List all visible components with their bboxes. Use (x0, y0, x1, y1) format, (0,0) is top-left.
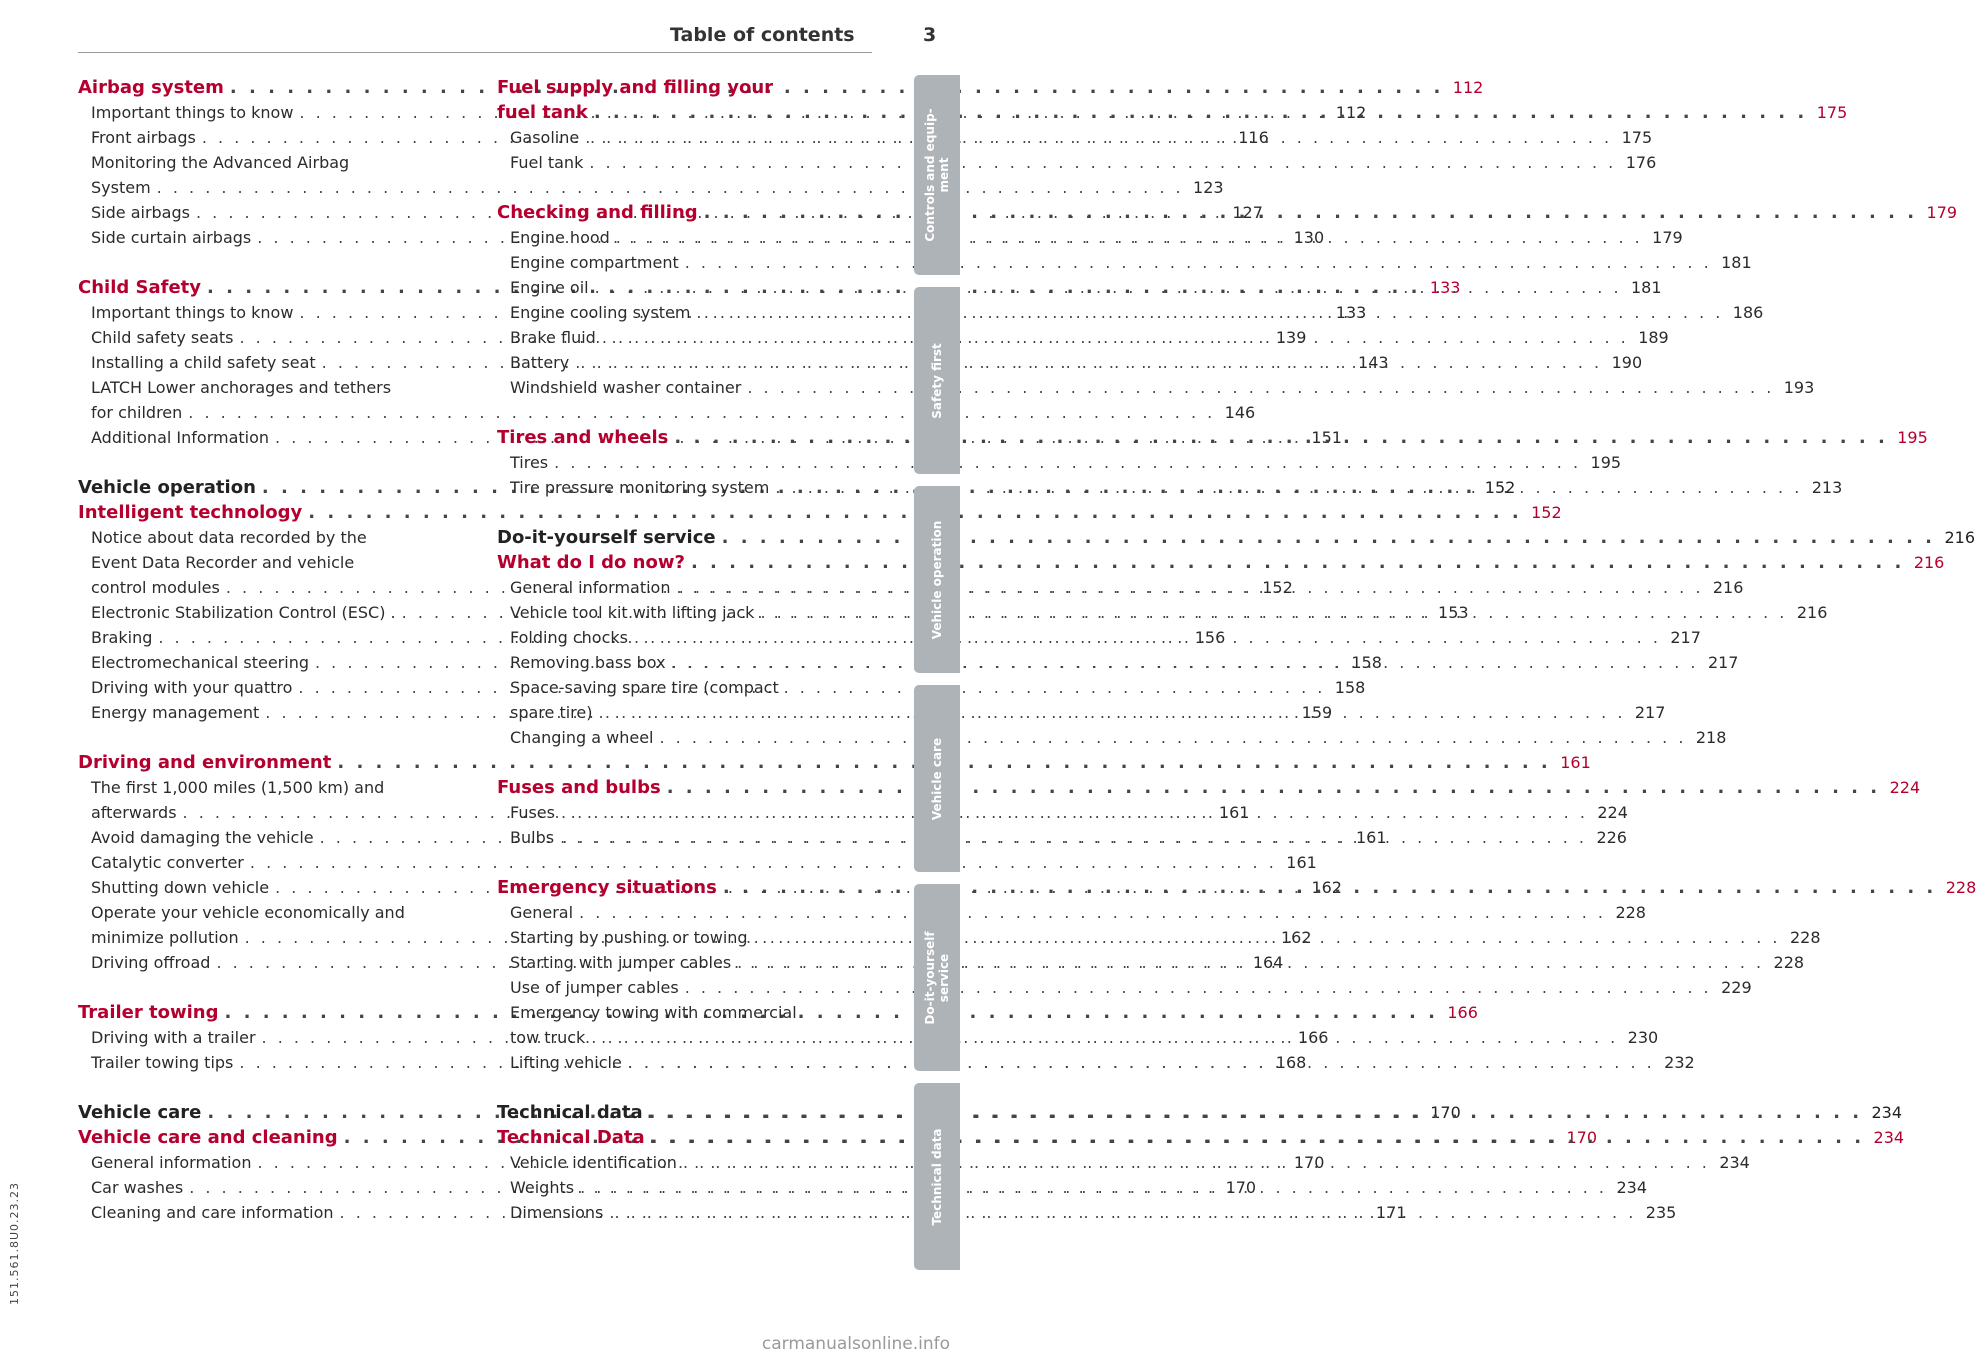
toc-page-number: 168 (1275, 1053, 1307, 1072)
dot-leader (676, 575, 1703, 600)
toc-entry-title: Folding chocks (510, 628, 628, 647)
toc-entry[interactable] (78, 900, 452, 925)
dot-leader (704, 200, 1917, 225)
toc-entry-title: Side curtain airbags (91, 228, 252, 247)
chapter-tab[interactable] (914, 884, 960, 1071)
toc-entry-title: Operate your vehicle economically and (91, 903, 405, 922)
toc-page-number: 130 (1293, 228, 1325, 247)
toc-entry-title: Car washes (91, 1178, 184, 1197)
toc-page-number: 226 (1596, 828, 1627, 847)
toc-page-number: 175 (1816, 103, 1848, 122)
toc-entry-title: Tires and wheels (497, 427, 669, 448)
chapter-tabs (914, 75, 960, 1282)
toc-entry-title: Intelligent technology (78, 502, 303, 523)
toc-page-number: 190 (1611, 353, 1643, 372)
toc-entry-title: General (510, 903, 574, 922)
toc-entry-title: minimize pollution (91, 928, 239, 947)
toc-entry-title: afterwards (91, 803, 177, 822)
toc-page-number: 228 (1945, 878, 1976, 897)
toc-entry-title: Emergency towing with commercial (510, 1003, 797, 1022)
dot-leader (651, 1125, 1864, 1150)
toc-entry-title: Shutting down vehicle (91, 878, 270, 897)
toc-page-number: 152 (1531, 503, 1562, 522)
toc-entry-title: Child Safety (78, 277, 202, 298)
chapter-tab[interactable] (914, 486, 960, 673)
toc-entry-title: Driving with a trailer (91, 1028, 256, 1047)
toc-page-number: 213 (1811, 478, 1843, 497)
toc-entry-title: Notice about data recorded by the (91, 528, 367, 547)
toc-page-number: 170 (1430, 1103, 1461, 1122)
toc-entry[interactable] (497, 375, 1815, 400)
toc-entry-title: Dimensions (510, 1203, 604, 1222)
dot-leader (674, 425, 1887, 450)
toc-entry[interactable] (78, 775, 452, 800)
toc-entry-title: Vehicle operation (78, 477, 256, 498)
toc-entry-title: Bulbs (510, 828, 555, 847)
toc-page-number: 161 (1218, 803, 1250, 822)
toc-entry-title: Use of jumper cables (510, 978, 679, 997)
toc-page-number: 230 (1627, 1028, 1659, 1047)
toc-page-number: 152 (1484, 478, 1516, 497)
toc-entry-title: The first 1,000 miles (1,500 km) and (91, 778, 385, 797)
toc-entry[interactable] (497, 150, 1657, 175)
toc-heading[interactable] (497, 550, 1945, 575)
dot-leader (683, 1150, 1710, 1175)
toc-page-number: 112 (1452, 78, 1484, 97)
dot-leader (580, 1175, 1607, 1200)
header-divider (78, 52, 872, 53)
chapter-tab[interactable] (914, 1083, 960, 1270)
toc-entry-title: Engine cooling system (510, 303, 691, 322)
toc-entry[interactable] (78, 550, 452, 575)
toc-entry[interactable] (78, 150, 452, 175)
document-code: 151.561.8U0.23.23 (8, 1181, 21, 1305)
toc-entry-title: Technical data (497, 1102, 643, 1123)
toc-entry-title: Side airbags (91, 203, 190, 222)
toc-page-number: 179 (1652, 228, 1683, 247)
toc-entry-title: Front airbags (91, 128, 196, 147)
toc-entry-title: Changing a wheel (510, 728, 654, 747)
toc-page-number: 216 (1796, 603, 1828, 622)
toc-entry-title: Tires (510, 453, 549, 472)
toc-entry-title: Fuel supply and filling your (497, 77, 774, 98)
toc-page-number: 162 (1280, 928, 1312, 947)
toc-entry-title: General information (91, 1153, 252, 1172)
chapter-tab-label: Controls and equip- ment (923, 108, 951, 242)
toc-page-number: 235 (1645, 1203, 1677, 1222)
dot-leader (685, 975, 1712, 1000)
toc-page-number: 234 (1616, 1178, 1647, 1197)
toc-entry-title: Fuses (510, 803, 555, 822)
toc-entry-title: Cleaning and care information (91, 1203, 334, 1222)
dot-leader (591, 1025, 1618, 1050)
watermark: carmanualsonline.info (761, 1334, 950, 1354)
toc-page-number: 133 (1429, 278, 1461, 297)
dot-leader (575, 350, 1602, 375)
toc-entry-title: fuel tank (497, 102, 588, 123)
toc-entry-title: Driving offroad (91, 953, 211, 972)
toc-entry-title: Trailer towing (78, 1002, 219, 1023)
toc-page-number: 193 (1783, 378, 1815, 397)
chapter-tab[interactable] (914, 685, 960, 872)
toc-page-number: 161 (1560, 753, 1591, 772)
toc-entry-title: Avoid damaging the vehicle (91, 828, 314, 847)
toc-entry-title: Engine hood (510, 228, 610, 247)
toc-entry[interactable] (497, 675, 871, 700)
dot-leader (589, 150, 1616, 175)
toc-entry-title: Installing a child safety seat (91, 353, 316, 372)
page-number: 3 (923, 24, 937, 46)
toc-entry-title: Removing bass box (510, 653, 666, 672)
toc-entry[interactable] (497, 1000, 871, 1025)
toc-page-number: 171 (1375, 1203, 1407, 1222)
toc-entry-title: Vehicle care (78, 1102, 202, 1123)
toc-page-number: 216 (1712, 578, 1744, 597)
toc-page-number: 170 (1293, 1153, 1325, 1172)
toc-page-number: 151 (1311, 428, 1342, 447)
toc-entry-title: Brake fluid (510, 328, 596, 347)
toc-page-number: 186 (1732, 303, 1764, 322)
dot-leader (685, 250, 1712, 275)
toc-heading[interactable] (497, 525, 1976, 550)
toc-entry[interactable] (497, 450, 1622, 475)
toc-page-number: 116 (1238, 128, 1269, 147)
toc-page-number: 170 (1225, 1178, 1257, 1197)
toc-page-number: 175 (1621, 128, 1653, 147)
toc-page-number: 166 (1447, 1003, 1478, 1022)
toc-page-number: 216 (1913, 553, 1945, 572)
dot-leader (672, 650, 1699, 675)
toc-page-number: 123 (1193, 178, 1224, 197)
toc-page-number: 228 (1773, 953, 1805, 972)
toc-entry-title: Vehicle identification (510, 1153, 677, 1172)
toc-entry[interactable] (78, 375, 452, 400)
toc-page-number: 224 (1597, 803, 1628, 822)
dot-leader (667, 775, 1880, 800)
toc-entry-title: Monitoring the Advanced Airbag (91, 153, 350, 172)
dot-leader (609, 1200, 1636, 1225)
toc-page-number: 234 (1871, 1103, 1903, 1122)
toc-entry-title: Catalytic converter (91, 853, 244, 872)
toc-entry-title: Important things to know (91, 103, 294, 122)
toc-entry[interactable] (497, 250, 1752, 275)
toc-entry[interactable] (497, 975, 1752, 1000)
page-header-title: Table of contents (670, 24, 855, 46)
toc-page-number: 181 (1721, 253, 1752, 272)
dot-leader (754, 925, 1781, 950)
dot-leader (634, 625, 1661, 650)
toc-entry-title: for children (91, 403, 183, 422)
dot-leader (722, 525, 1935, 550)
toc-page-number: 229 (1721, 978, 1752, 997)
toc-entry-title: Space-saving spare tire (compact (510, 678, 779, 697)
toc-entry-title: Fuel tank (510, 153, 584, 172)
toc-page-number: 139 (1275, 328, 1307, 347)
toc-heading[interactable] (497, 775, 1921, 800)
toc-entry-title: Additional Information (91, 428, 270, 447)
dot-leader (696, 300, 1723, 325)
toc-page-number: 179 (1926, 203, 1958, 222)
toc-page-number: 164 (1252, 953, 1284, 972)
toc-page-number: 133 (1335, 303, 1367, 322)
toc-entry-title: Important things to know (91, 303, 294, 322)
toc-entry-title: Technical Data (497, 1127, 645, 1148)
toc-entry-title: Fuses and bulbs (497, 777, 661, 798)
toc-page-number: 189 (1638, 328, 1669, 347)
toc-page-number: 127 (1232, 203, 1263, 222)
chapter-tab-label: Vehicle operation (930, 520, 944, 639)
dot-leader (649, 1100, 1862, 1125)
toc-page-number: 224 (1889, 778, 1921, 797)
toc-page-number: 153 (1438, 603, 1469, 622)
toc-entry-title: Driving and environment (78, 752, 332, 773)
toc-entry-title: Windshield washer container (510, 378, 742, 397)
chapter-tab-label: Vehicle care (930, 737, 944, 820)
toc-page-number: 166 (1297, 1028, 1329, 1047)
toc-page-number: 181 (1630, 278, 1662, 297)
toc-entry-title: Trailer towing tips (91, 1053, 234, 1072)
toc-page-number: 161 (1356, 828, 1387, 847)
dot-leader (737, 950, 1764, 975)
toc-entry-title: Braking (91, 628, 153, 647)
dot-leader (585, 125, 1612, 150)
toc-page-number: 228 (1615, 903, 1646, 922)
toc-page-number: 228 (1789, 928, 1821, 947)
toc-heading[interactable] (78, 750, 1591, 775)
toc-entry[interactable] (497, 900, 1646, 925)
toc-page-number: 217 (1707, 653, 1739, 672)
toc-page-number: 234 (1873, 1128, 1905, 1147)
dot-leader (628, 1050, 1655, 1075)
toc-entry-title: Electromechanical steering (91, 653, 309, 672)
toc-entry-title: Vehicle care and cleaning (78, 1127, 338, 1148)
toc-entry-title: Lifting vehicle (510, 1053, 622, 1072)
toc-entry-title: Airbag system (78, 77, 224, 98)
toc-entry[interactable] (78, 850, 1317, 875)
toc-heading[interactable] (497, 75, 871, 100)
dot-leader (602, 325, 1629, 350)
toc-page-number: 158 (1351, 653, 1382, 672)
dot-leader (598, 700, 1625, 725)
toc-entry-title: Do-it-yourself service (497, 527, 716, 548)
dot-leader (747, 375, 1774, 400)
toc-page-number: 218 (1695, 728, 1727, 747)
dot-leader (554, 450, 1581, 475)
toc-page-number: 176 (1625, 153, 1657, 172)
dot-leader (595, 275, 1622, 300)
toc-entry-title: Energy management (91, 703, 260, 722)
toc-page-number: 156 (1194, 628, 1226, 647)
toc-entry-title: Starting with jumper cables (510, 953, 732, 972)
chapter-tab-label: Safety first (930, 342, 944, 419)
toc-entry-title: Electronic Stabilization Control (ESC) . (91, 603, 396, 622)
toc-entry-title: Driving with your quattro (91, 678, 293, 697)
toc-entry[interactable] (78, 175, 1224, 200)
dot-leader (594, 100, 1807, 125)
chapter-tab-label: Technical data (930, 1127, 944, 1226)
toc-page-number: 217 (1670, 628, 1701, 647)
dot-leader (561, 800, 1588, 825)
toc-entry-title: Emergency situations (497, 877, 717, 898)
toc-entry-title: Vehicle tool kit with lifting jack (510, 603, 755, 622)
chapter-tab[interactable] (914, 287, 960, 474)
toc-entry-title: Weights (510, 1178, 575, 1197)
toc-entry-title: Gasoline (510, 128, 580, 147)
toc-entry-title: Child safety seats (91, 328, 234, 347)
toc-entry-title: Engine compartment (510, 253, 679, 272)
dot-leader (560, 825, 1587, 850)
toc-page-number: 217 (1634, 703, 1666, 722)
toc-entry-title: Tire pressure monitoring system (510, 478, 770, 497)
toc-heading[interactable] (78, 500, 1562, 525)
dot-leader (691, 550, 1904, 575)
toc-entry-title: System (91, 178, 151, 197)
toc-page-number: 146 (1224, 403, 1256, 422)
toc-entry-title: LATCH Lower anchorages and tethers (91, 378, 392, 397)
dot-leader (660, 725, 1687, 750)
toc-entry-title: Event Data Recorder and vehicle (91, 553, 355, 572)
toc-page-number: 112 (1335, 103, 1367, 122)
toc-page-number: 152 (1262, 578, 1293, 597)
toc-page-number: 162 (1311, 878, 1342, 897)
toc-entry-title: Battery (510, 353, 570, 372)
toc-entry-title: Checking and filling (497, 202, 698, 223)
toc-entry-title: Engine oil (510, 278, 589, 297)
dot-leader (723, 875, 1936, 900)
toc-page-number: 232 (1664, 1053, 1695, 1072)
toc-entry-title: General information (510, 578, 671, 597)
toc-entry[interactable] (78, 400, 1256, 425)
chapter-tab[interactable] (914, 75, 960, 275)
toc-page-number: 195 (1897, 428, 1928, 447)
toc-page-number: 216 (1944, 528, 1976, 547)
toc-entry-title: spare tire) (510, 703, 593, 722)
toc-entry-title: control modules (91, 578, 220, 597)
toc-entry-title: What do I do now? (497, 552, 685, 573)
toc-page-number: 159 (1301, 703, 1333, 722)
toc-page-number: 195 (1590, 453, 1622, 472)
toc-page-number: 234 (1719, 1153, 1750, 1172)
toc-page-number: 158 (1334, 678, 1366, 697)
toc-entry-title: tow truck (510, 1028, 586, 1047)
toc-entry[interactable] (497, 725, 1727, 750)
toc-page-number: 170 (1566, 1128, 1598, 1147)
toc-entry[interactable] (78, 525, 452, 550)
chapter-tab-label: Do-it-yourself service (923, 930, 951, 1025)
dot-leader (616, 225, 1643, 250)
toc-entry-title: Starting by pushing or towing (510, 928, 748, 947)
toc-page-number: 161 (1286, 853, 1317, 872)
dot-leader (579, 900, 1606, 925)
toc-page-number: 143 (1358, 353, 1389, 372)
